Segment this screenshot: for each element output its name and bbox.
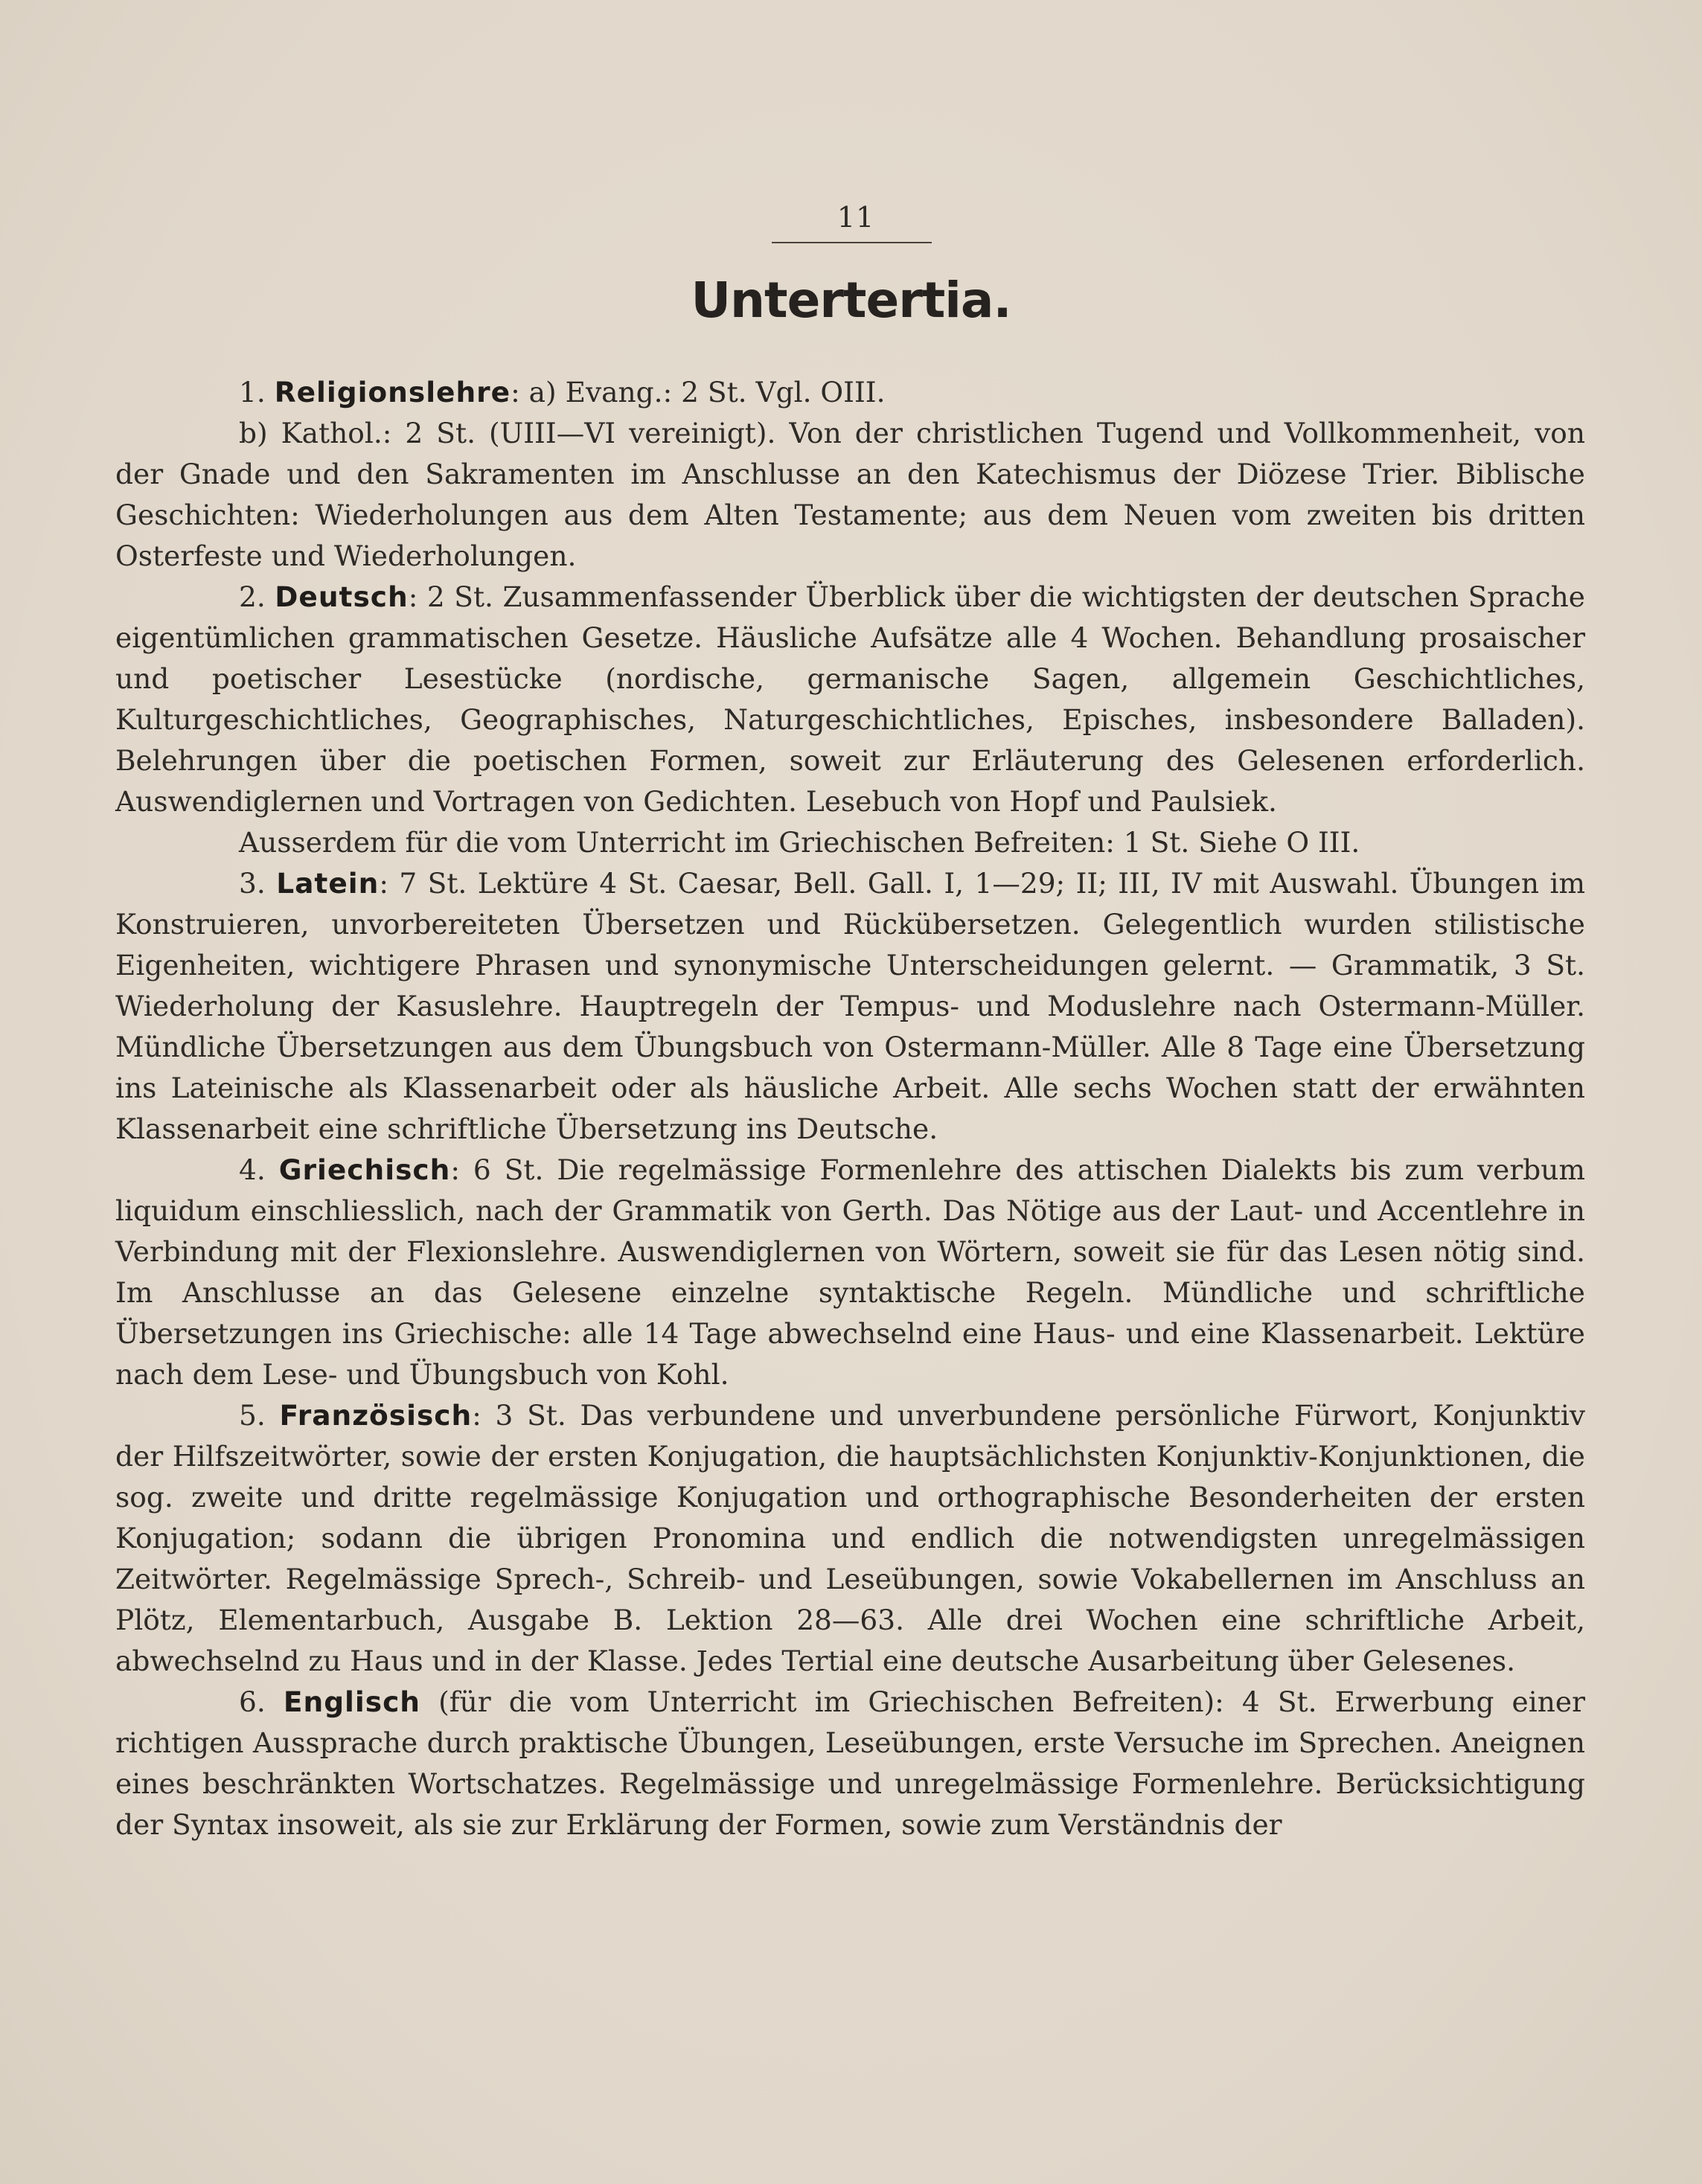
section-number: 4.: [239, 1153, 266, 1186]
paragraph-text: : 3 St. Das verbundene und unverbundene persönliche Fürwort, Konjunktiv der Hilfszeitwörter, sowie der ersten Konjugation, die hauptsächlichsten Konjunktiv-Konjunktionen, die sog. zweite und dritte regelmässige Konjugation und orthographische Besonderheiten der ersten Konjugation; sodann die übrigen Pronomina und endlich die notwendigsten unregelmässigen Zeitwörter. Regelmässige Sprech-, Schreib- und Leseübungen, sowie Vokabellernen im Anschluss an Plötz, Elementarbuch, Ausgabe B. Lektion 28—63. Alle drei Wochen eine schriftliche Arbeit, abwechselnd zu Haus und in der Klasse. Jedes Tertial eine deutsche Ausarbeitung über Gelesenes.: [115, 1399, 1586, 1677]
paragraph-englisch: [115, 1682, 1585, 1845]
subject-heading-latein: Latein: [276, 867, 380, 900]
subject-heading-griechisch: Griechisch: [278, 1153, 451, 1186]
paragraph-religion-catholic: [115, 413, 1585, 577]
paragraph-text: : 2 St. Zusammenfassender Überblick über die wichtigsten der deutschen Sprache eigentümlichen grammatischen Gesetze. Häusliche Aufsätze alle 4 Wochen. Behandlung prosaischer und poetischer Lesestücke (nordische, germanische Sagen, allgemein Geschichtliches, Kulturgeschichtliches, Geographisches, Naturgeschichtliches, Episches, insbesondere Balladen). Belehrungen über die poetischen Formen, soweit zur Erläuterung des Gelesenen erforderlich. Auswendiglernen und Vortragen von Gedichten. Lesebuch von Hopf und Paulsiek.: [115, 580, 1585, 818]
page-title: Untertertia.: [691, 272, 1011, 329]
subject-heading-franzoesisch: Französisch: [279, 1399, 473, 1432]
paragraph-text: (für die vom Unterricht im Griechischen Befreiten): 4 St. Erwerbung einer richtigen Aussprache durch praktische Übungen, Leseübungen, erste Versuche im Sprechen. Aneignen eines beschränkten Wortschatzes. Regelmässige und unregelmässige Formenlehre. Berücksichtigung der Syntax insoweit, als sie zur Erklärung der Formen, sowie zum Verständnis der: [115, 1685, 1586, 1841]
body-text: [115, 372, 1585, 1845]
section-number: 5.: [239, 1399, 266, 1432]
paragraph-text: Ausserdem für die vom Unterricht im Griechischen Befreiten: 1 St. Siehe O III.: [239, 826, 1360, 859]
paragraph-text: b) Kathol.: 2 St. (UIII—VI vereinigt). Von der christlichen Tugend und Vollkommenheit, von der Gnade und den Sakramenten im Anschlusse an den Katechismus der Diözese Trier. Biblische Geschichten: Wiederholungen aus dem Alten Testamente; aus dem Neuen vom zweiten bis dritten Osterfeste und Wiederholungen.: [115, 417, 1585, 572]
section-number: 2.: [239, 580, 266, 613]
paragraph-latein: [115, 863, 1585, 1150]
paragraph-franzoesisch: [115, 1395, 1585, 1682]
paragraph-deutsch: [115, 577, 1585, 822]
paragraph-deutsch-extra: [115, 822, 1585, 863]
page-number: 11: [836, 201, 875, 234]
subject-heading-religion: Religionslehre: [274, 376, 511, 409]
section-number: 1.: [239, 376, 266, 409]
paragraph-text: : 7 St. Lektüre 4 St. Caesar, Bell. Gall. I, 1—29; II; III, IV mit Auswahl. Übungen im Konstruieren, unvorbereiteten Übersetzen und Rückübersetzen. Gelegentlich wurden stilistische Eigenheiten, wichtigere Phrasen und synonymische Unterscheidungen gelernt. — Grammatik, 3 St. Wiederholung der Kasuslehre. Hauptregeln der Tempus- und Moduslehre nach Ostermann-Müller. Mündliche Übersetzungen aus dem Übungsbuch von Ostermann-Müller. Alle 8 Tage eine Übersetzung ins Lateinische als Klassenarbeit oder als häusliche Arbeit. Alle sechs Wochen statt der erwähnten Klassenarbeit eine schriftliche Übersetzung ins Deutsche.: [115, 867, 1586, 1145]
paragraph-religion: [115, 372, 1585, 413]
paragraph-text: : 6 St. Die regelmässige Formenlehre des attischen Dialekts bis zum verbum liquidum einschliesslich, nach der Grammatik von Gerth. Das Nötige aus der Laut- und Accentlehre in Verbindung mit der Flexionslehre. Auswendiglernen von Wörtern, soweit sie für das Lesen nötig sind. Im Anschlusse an das Gelesene einzelne syntaktische Regeln. Mündliche und schriftliche Übersetzungen ins Griechische: alle 14 Tage abwechselnd eine Haus- und eine Klassenarbeit. Lektüre nach dem Lese- und Übungsbuch von Kohl.: [115, 1153, 1585, 1391]
subject-heading-englisch: Englisch: [283, 1685, 421, 1718]
paragraph-text: : a) Evang.: 2 St. Vgl. OIII.: [511, 376, 886, 409]
subject-heading-deutsch: Deutsch: [275, 580, 409, 613]
page-number-rule: [772, 242, 932, 243]
section-number: 6.: [239, 1685, 266, 1718]
section-number: 3.: [239, 867, 266, 900]
paragraph-griechisch: [115, 1150, 1585, 1395]
